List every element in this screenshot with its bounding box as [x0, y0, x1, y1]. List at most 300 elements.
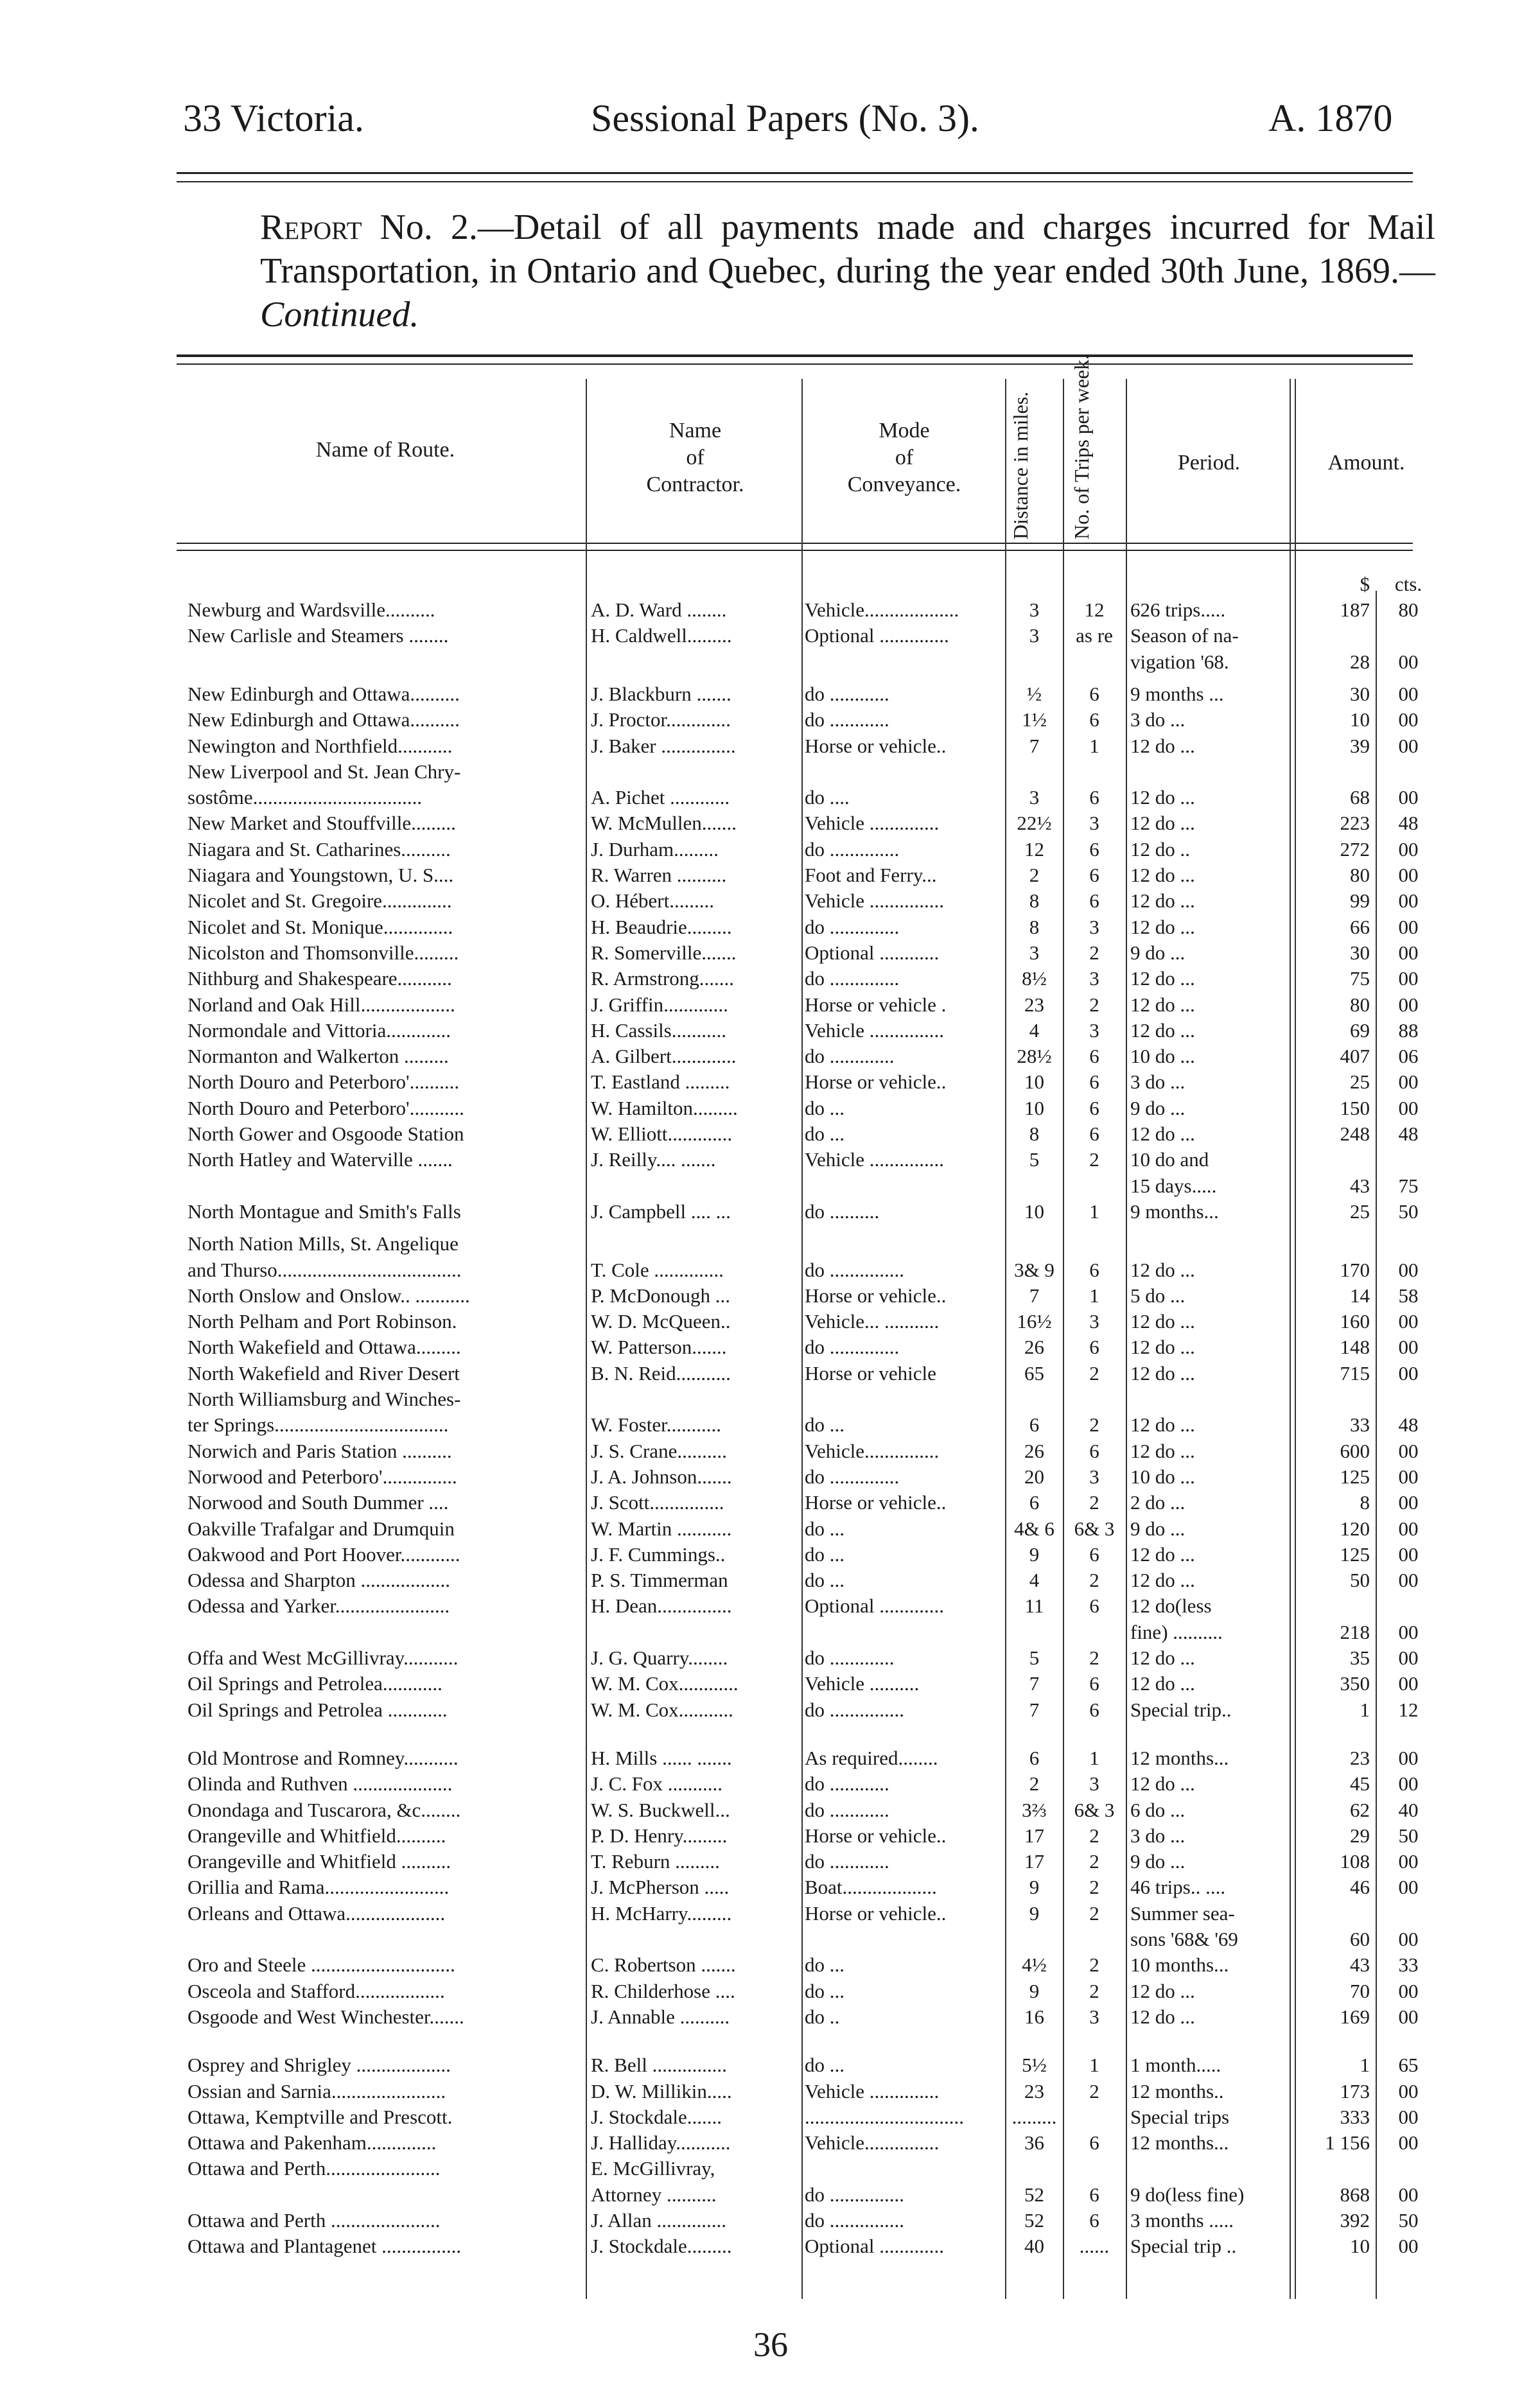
col-period-header: Period. — [1177, 451, 1241, 475]
cell-period: 12 do ... — [1130, 915, 1195, 938]
cell-route: North Onslow and Onslow.. ........... — [188, 1284, 470, 1307]
cell-period: 12 do ... — [1130, 734, 1195, 757]
cell-mode: Vehicle............... — [805, 2131, 940, 2154]
cell-trips: 2 — [1089, 993, 1099, 1016]
cell-trips: 1 — [1089, 1200, 1099, 1223]
cell-mode: Optional ............. — [805, 1595, 944, 1618]
cell-period: 5 do ... — [1130, 1284, 1186, 1307]
table-row — [0, 1771, 1540, 1797]
cell-route: Orillia and Rama......................... — [188, 1876, 450, 1899]
cell-distance: 52 — [1024, 2183, 1044, 2206]
cell-distance: 8 — [1029, 915, 1040, 938]
cell-contractor: A. Pichet ............ — [591, 786, 730, 809]
cell-distance: 5 — [1029, 1148, 1040, 1171]
col-contractor-line3: Contractor. — [646, 473, 744, 496]
cell-period: 9 do ... — [1130, 1096, 1186, 1119]
cell-mode: Foot and Ferry... — [805, 864, 937, 886]
cell-route: Osgoode and West Winchester....... — [188, 2005, 464, 2028]
cell-cents: 00 — [1398, 2183, 1419, 2206]
cell-dollars: 43 — [1350, 1953, 1370, 1977]
cell-contractor: A. Gilbert............. — [591, 1045, 737, 1068]
cell-dollars: 148 — [1340, 1336, 1370, 1359]
cell-route: Nicolston and Thomsonville......... — [188, 941, 459, 964]
cell-route: Odessa and Yarker....................... — [188, 1595, 450, 1618]
cell-trips: 2 — [1089, 1569, 1099, 1592]
table-row — [0, 914, 1540, 940]
cell-contractor: H. Cassils........... — [591, 1018, 726, 1042]
cell-trips: ...... — [1079, 2235, 1110, 2258]
cell-mode: do ............. — [805, 1045, 895, 1068]
cell-period: 12 do ... — [1130, 812, 1195, 835]
cell-distance: 7 — [1029, 1284, 1040, 1307]
cell-route: New Edinburgh and Ottawa.......... — [188, 708, 460, 731]
cell-dollars: 187 — [1340, 598, 1370, 621]
cell-dollars: 10 — [1350, 708, 1370, 731]
cell-trips: 3 — [1089, 1772, 1099, 1796]
table-row — [0, 2052, 1540, 2078]
cell-cents: 00 — [1398, 1258, 1419, 1281]
header-bottom-rule-1 — [177, 543, 1413, 544]
cell-trips: 6 — [1089, 2183, 1099, 2206]
cell-mode: do ... — [805, 2054, 844, 2077]
cell-dollars: 1 156 — [1325, 2131, 1370, 2154]
cell-cents: 00 — [1398, 734, 1419, 757]
cell-dollars: 868 — [1340, 2183, 1370, 2206]
cell-period: 12 do ... — [1130, 786, 1195, 809]
table-row — [0, 1096, 1540, 1121]
cell-distance: 10 — [1024, 1096, 1044, 1119]
cell-route: Offa and West McGillivray........... — [188, 1647, 459, 1669]
cell-mode: Horse or vehicle.. — [805, 1284, 947, 1307]
cell-distance: 3⅔ — [1022, 1798, 1047, 1821]
table-row — [0, 940, 1540, 966]
cell-distance: 26 — [1024, 1336, 1044, 1359]
table-row — [0, 1823, 1540, 1849]
cell-distance: 16 — [1024, 2005, 1044, 2028]
cell-mode: Horse or vehicle.. — [805, 1491, 947, 1514]
report-title-text: No. 2.—Detail of all payments made and charges incurred for Mail Transportation, in Ontario and Quebec, during the year ended 30th June, 1869.— — [260, 207, 1435, 291]
cell-trips: 2 — [1089, 1979, 1099, 2002]
cell-trips: 2 — [1089, 1413, 1099, 1437]
table-row — [0, 785, 1540, 810]
cell-trips: 3 — [1089, 1465, 1099, 1488]
cell-distance: 9 — [1029, 1542, 1040, 1566]
cell-contractor: P. D. Henry......... — [591, 1824, 728, 1847]
cell-dollars: 50 — [1350, 1569, 1370, 1592]
cell-dollars: 223 — [1340, 812, 1370, 835]
cell-trips: 6& 3 — [1074, 1517, 1115, 1540]
cell-contractor: R. Bell ............... — [591, 2054, 727, 2077]
cell-mode: Horse or vehicle.. — [805, 734, 947, 757]
cell-period: 12 do ... — [1130, 1672, 1195, 1695]
cell-period: 12 do ... — [1130, 1336, 1195, 1359]
cell-route: North Nation Mills, St. Angelique — [188, 1232, 459, 1255]
cell-dollars: 392 — [1340, 2209, 1370, 2232]
cell-trips: 6& 3 — [1074, 1798, 1115, 1821]
cell-period: Special trip.. — [1130, 1698, 1232, 1721]
cell-distance: 3 — [1029, 786, 1040, 809]
cell-route: Ottawa, Kemptville and Prescott. — [188, 2105, 453, 2128]
cell-cents: 50 — [1398, 1200, 1419, 1223]
cell-cents: 00 — [1398, 1361, 1419, 1385]
table-row — [0, 1231, 1540, 1257]
cell-trips: 6 — [1089, 864, 1099, 886]
cell-dollars: 407 — [1340, 1045, 1370, 1068]
table-row — [0, 1490, 1540, 1516]
cell-mode: Horse or vehicle.. — [805, 1824, 947, 1847]
cell-cents: 00 — [1398, 1439, 1419, 1462]
table-row — [0, 1593, 1540, 1619]
cell-period: 2 do ... — [1130, 1491, 1186, 1514]
cell-distance: 28½ — [1017, 1045, 1052, 1068]
cell-route: North Montague and Smith's Falls — [188, 1200, 461, 1223]
table-row — [0, 1147, 1540, 1173]
cell-cents: 00 — [1398, 2131, 1419, 2154]
cell-contractor: J. Campbell .... ... — [591, 1200, 731, 1223]
cell-contractor: T. Reburn ......... — [591, 1850, 720, 1873]
cell-period: vigation '68. — [1130, 650, 1229, 673]
cents-label: cts. — [1394, 573, 1422, 595]
cell-period: 10 do and — [1130, 1148, 1209, 1171]
cell-contractor: J. Stockdale......... — [591, 2235, 732, 2258]
cell-contractor: W. Elliott............. — [591, 1123, 733, 1145]
table-row — [0, 1199, 1540, 1225]
cell-route: Oil Springs and Petrolea............ — [188, 1672, 442, 1695]
cell-contractor: J. S. Crane.......... — [591, 1439, 727, 1462]
cell-trips: 3 — [1089, 915, 1099, 938]
cell-trips: 6 — [1089, 1336, 1099, 1359]
cell-contractor: J. Stockdale....... — [591, 2105, 722, 2128]
cell-dollars: 272 — [1340, 837, 1370, 861]
table-row — [0, 1952, 1540, 1978]
cell-mode: Optional ............. — [805, 2235, 944, 2258]
cell-period: 12 do ... — [1130, 2005, 1195, 2028]
cell-contractor: J. Baker ............... — [591, 734, 736, 757]
header-right: A. 1870 — [1268, 97, 1393, 139]
cell-dollars: 600 — [1340, 1439, 1370, 1462]
cell-contractor: W. Patterson....... — [591, 1336, 727, 1359]
table-row — [0, 2208, 1540, 2233]
cell-route: Nithburg and Shakespeare........... — [188, 967, 452, 990]
table-row — [0, 1979, 1540, 2004]
cell-distance: 23 — [1024, 2079, 1044, 2102]
cell-cents: 00 — [1398, 1310, 1419, 1333]
cell-trips: 3 — [1089, 967, 1099, 990]
cell-dollars: 39 — [1350, 734, 1370, 757]
cell-contractor: O. Hébert......... — [591, 889, 714, 913]
cell-dollars: 75 — [1350, 967, 1370, 990]
col-distance-header: Distance in miles. — [1009, 391, 1032, 539]
cell-period: 12 do ... — [1130, 967, 1195, 990]
cell-distance: 36 — [1024, 2131, 1044, 2154]
cell-contractor: J. Allan .............. — [591, 2209, 726, 2232]
cell-mode: Vehicle ............... — [805, 889, 944, 913]
cell-route: Newington and Northfield........... — [188, 734, 453, 757]
cell-dollars: 350 — [1340, 1672, 1370, 1695]
table-row — [0, 707, 1540, 733]
cell-period: 10 do ... — [1130, 1045, 1195, 1068]
cell-trips: 6 — [1089, 837, 1099, 861]
cell-distance: 9 — [1029, 1901, 1040, 1925]
cell-distance: 10 — [1024, 1200, 1044, 1223]
page-number: 36 — [753, 2325, 788, 2364]
cell-distance: 2 — [1029, 1772, 1040, 1796]
cell-mode: do ............ — [805, 1772, 889, 1796]
cell-route: Ossian and Sarnia....................... — [188, 2079, 446, 2102]
col-mode-line1: Mode — [879, 419, 930, 442]
cell-mode: Vehicle... ........... — [805, 1310, 940, 1333]
cell-mode: do ............ — [805, 1850, 889, 1873]
cell-contractor: W. Martin ........... — [591, 1517, 732, 1540]
cell-distance: 65 — [1024, 1361, 1044, 1385]
cell-route: Ottawa and Perth ...................... — [188, 2209, 441, 2232]
cell-trips: 6 — [1089, 786, 1099, 809]
col-trips-header: No. of Trips per week. — [1070, 354, 1093, 539]
cell-route: Ottawa and Plantagenet ................ — [188, 2235, 462, 2258]
cell-trips: 3 — [1089, 1310, 1099, 1333]
cell-period: 12 do ... — [1130, 1258, 1195, 1281]
cell-route: Nicolet and St. Gregoire.............. — [188, 889, 452, 913]
table-row — [0, 1173, 1540, 1199]
cell-cents: 00 — [1398, 1672, 1419, 1695]
cell-mode: Vehicle .............. — [805, 812, 940, 835]
table-row — [0, 1069, 1540, 1095]
cell-dollars: 35 — [1350, 1647, 1370, 1669]
cell-period: 3 do ... — [1130, 1824, 1186, 1847]
cell-contractor: J. G. Quarry........ — [591, 1647, 728, 1669]
cell-mode: do ... — [805, 1569, 844, 1592]
cell-period: 12 do ... — [1130, 1569, 1195, 1592]
cell-mode: ................................ — [805, 2105, 964, 2128]
cell-dollars: 43 — [1350, 1174, 1370, 1197]
cell-contractor: H. Dean............... — [591, 1595, 732, 1618]
cell-route: New Carlisle and Steamers ........ — [188, 624, 449, 647]
cell-route: Newburg and Wardsville.......... — [188, 598, 435, 621]
cell-distance: 8 — [1029, 889, 1040, 913]
cell-dollars: 173 — [1340, 2079, 1370, 2102]
cell-distance: 5½ — [1022, 2054, 1047, 2077]
cell-dollars: 120 — [1340, 1517, 1370, 1540]
cell-cents: 00 — [1398, 2105, 1419, 2128]
table-row — [0, 1044, 1540, 1069]
table-row — [0, 623, 1540, 649]
cell-period: 12 do ... — [1130, 1361, 1195, 1385]
cell-route: Norland and Oak Hill................... — [188, 993, 455, 1016]
table-row — [0, 1745, 1540, 1771]
cell-cents: 00 — [1398, 1928, 1419, 1950]
cell-cents: 00 — [1398, 1772, 1419, 1796]
table-row — [0, 1620, 1540, 1645]
cell-period: 12 do ... — [1130, 1310, 1195, 1333]
cell-cents: 00 — [1398, 1336, 1419, 1359]
col-contractor-header — [591, 417, 800, 498]
cell-mode: Vehicle .............. — [805, 2079, 940, 2102]
cell-route: Osceola and Stafford.................. — [188, 1979, 445, 2002]
cell-contractor: P. S. Timmerman — [591, 1569, 728, 1592]
cell-trips: 2 — [1089, 1148, 1099, 1171]
cell-distance: 4 — [1029, 1018, 1040, 1042]
cell-trips: 2 — [1089, 941, 1099, 964]
cell-dollars: 218 — [1340, 1620, 1370, 1643]
cell-mode: Horse or vehicle.. — [805, 1901, 947, 1925]
cell-dollars: 160 — [1340, 1310, 1370, 1333]
cell-dollars: 25 — [1350, 1200, 1370, 1223]
cell-period: Summer sea- — [1130, 1901, 1235, 1925]
cell-route: Normanton and Walkerton ......... — [188, 1045, 449, 1068]
cell-period: Special trip .. — [1130, 2235, 1237, 2258]
col-contractor-line1: Name — [669, 419, 722, 442]
cell-contractor: T. Cole .............. — [591, 1258, 724, 1281]
cell-trips: 2 — [1089, 1491, 1099, 1514]
cell-mode: do ............ — [805, 708, 889, 731]
cell-cents: 00 — [1398, 2079, 1419, 2102]
cell-period: 12 do .. — [1130, 837, 1190, 861]
cell-mode: Vehicle................... — [805, 598, 959, 621]
cell-period: sons '68& '69 — [1130, 1928, 1238, 1950]
table-row — [0, 649, 1540, 675]
cell-period: 10 do ... — [1130, 1465, 1195, 1488]
cell-cents: 00 — [1398, 2005, 1419, 2028]
cell-period: 12 do ... — [1130, 1647, 1195, 1669]
cell-mode: do .......... — [805, 1200, 880, 1223]
cell-cents: 12 — [1398, 1698, 1419, 1721]
cell-cents: 00 — [1398, 941, 1419, 964]
cell-contractor: W. S. Buckwell... — [591, 1798, 730, 1821]
table-row — [0, 681, 1540, 707]
table-row — [0, 862, 1540, 888]
cell-trips: 6 — [1089, 708, 1099, 731]
cell-trips: 3 — [1089, 1018, 1099, 1042]
cell-period: 626 trips..... — [1130, 598, 1226, 621]
cell-dollars: 46 — [1350, 1876, 1370, 1899]
cell-contractor: J. Griffin............. — [591, 993, 728, 1016]
cell-trips: 1 — [1089, 1284, 1099, 1307]
cell-route: Orleans and Ottawa.................... — [188, 1901, 446, 1925]
cell-cents: 00 — [1398, 1647, 1419, 1669]
cell-distance: 22½ — [1017, 812, 1052, 835]
cell-contractor: W. Hamilton......... — [591, 1096, 738, 1119]
cell-dollars: 23 — [1350, 1746, 1370, 1769]
cell-cents: 00 — [1398, 1569, 1419, 1592]
cell-dollars: 14 — [1350, 1284, 1370, 1307]
cell-contractor: H. Caldwell......... — [591, 624, 732, 647]
col-mode-header — [805, 417, 1004, 498]
cell-contractor: J. Halliday........... — [591, 2131, 731, 2154]
cell-mode: Vehicle ............... — [805, 1148, 944, 1171]
table-row — [0, 1797, 1540, 1823]
table-row — [0, 1309, 1540, 1334]
cell-route: North Pelham and Port Robinson. — [188, 1310, 457, 1333]
cell-trips: 6 — [1089, 1542, 1099, 1566]
cell-period: fine) .......... — [1130, 1620, 1223, 1643]
cell-dollars: 10 — [1350, 2235, 1370, 2258]
cell-trips: 2 — [1089, 1876, 1099, 1899]
cell-period: 12 do ... — [1130, 1413, 1195, 1437]
cell-dollars: 45 — [1350, 1772, 1370, 1796]
table-row — [0, 2130, 1540, 2156]
cell-contractor: J. F. Cummings.. — [591, 1542, 726, 1566]
report-continued: Continued. — [260, 295, 419, 335]
cell-dollars: 70 — [1350, 1979, 1370, 2002]
col-mode-line2: of — [895, 446, 914, 469]
cell-cents: 58 — [1398, 1284, 1419, 1307]
cell-contractor: J. Annable .......... — [591, 2005, 730, 2028]
cell-contractor: H. McHarry......... — [591, 1901, 732, 1925]
cell-mode: Optional .............. — [805, 624, 949, 647]
cell-cents: 48 — [1398, 1123, 1419, 1145]
cell-trips: 3 — [1089, 812, 1099, 835]
cell-route: North Wakefield and River Desert — [188, 1361, 460, 1385]
cell-period: 3 do ... — [1130, 708, 1186, 731]
cell-trips: 2 — [1089, 1361, 1099, 1385]
cell-trips: 1 — [1089, 1746, 1099, 1769]
cell-mode: Boat................... — [805, 1876, 937, 1899]
cell-route: Oil Springs and Petrolea ............ — [188, 1698, 448, 1721]
table-top-rule-2 — [177, 363, 1413, 365]
cell-mode: do ... — [805, 1123, 844, 1145]
table-row — [0, 2233, 1540, 2259]
table-row — [0, 1018, 1540, 1044]
cell-distance: 12 — [1024, 837, 1044, 861]
cell-dollars: 8 — [1360, 1491, 1370, 1514]
cell-route: Orangeville and Whitfield.......... — [188, 1824, 446, 1847]
header-center: Sessional Papers (No. 3). — [591, 97, 979, 139]
cell-dollars: 29 — [1350, 1824, 1370, 1847]
cell-contractor: J. A. Johnson....... — [591, 1465, 732, 1488]
cell-distance: 7 — [1029, 734, 1040, 757]
cell-dollars: 125 — [1340, 1465, 1370, 1488]
cell-contractor: J. C. Fox ........... — [591, 1772, 722, 1796]
cell-mode: do ... — [805, 1542, 844, 1566]
table-row — [0, 1671, 1540, 1697]
table-row — [0, 759, 1540, 785]
cell-cents: 65 — [1398, 2054, 1419, 2077]
cell-distance: 20 — [1024, 1465, 1044, 1488]
table-top-rule-1 — [177, 354, 1413, 357]
cell-route: Norwich and Paris Station .......... — [188, 1439, 452, 1462]
cell-contractor: J. Proctor............. — [591, 708, 731, 731]
cell-dollars: 108 — [1340, 1850, 1370, 1873]
cell-trips: 1 — [1089, 734, 1099, 757]
cell-period: 10 months... — [1130, 1953, 1229, 1977]
cell-contractor: R. Warren .......... — [591, 864, 727, 886]
cell-route: North Wakefield and Ottawa......... — [188, 1336, 461, 1359]
cell-cents: 00 — [1398, 682, 1419, 705]
report-label: Report — [260, 207, 362, 247]
table-row — [0, 888, 1540, 914]
cell-trips: 6 — [1089, 1595, 1099, 1618]
cell-period: 12 do ... — [1130, 1542, 1195, 1566]
cell-distance: 8½ — [1022, 967, 1047, 990]
cell-distance: 8 — [1029, 1123, 1040, 1145]
table-row — [0, 837, 1540, 862]
col-route-header: Name of Route. — [315, 438, 455, 462]
cell-route: ter Springs................................... — [188, 1413, 449, 1437]
cell-period: 1 month..... — [1130, 2054, 1221, 2077]
cell-route: Old Montrose and Romney........... — [188, 1746, 459, 1769]
table-row — [0, 1334, 1540, 1360]
cell-distance: 1½ — [1022, 708, 1047, 731]
cell-period: 15 days..... — [1130, 1174, 1217, 1197]
cell-trips: 6 — [1089, 2209, 1099, 2232]
cell-contractor: W. McMullen....... — [591, 812, 737, 835]
table-row — [0, 1361, 1540, 1386]
cell-cents: 50 — [1398, 2209, 1419, 2232]
cell-route: North Hatley and Waterville ....... — [188, 1148, 453, 1171]
cell-dollars: 33 — [1350, 1413, 1370, 1437]
cell-cents: 00 — [1398, 864, 1419, 886]
cell-mode: do .. — [805, 2005, 840, 2028]
